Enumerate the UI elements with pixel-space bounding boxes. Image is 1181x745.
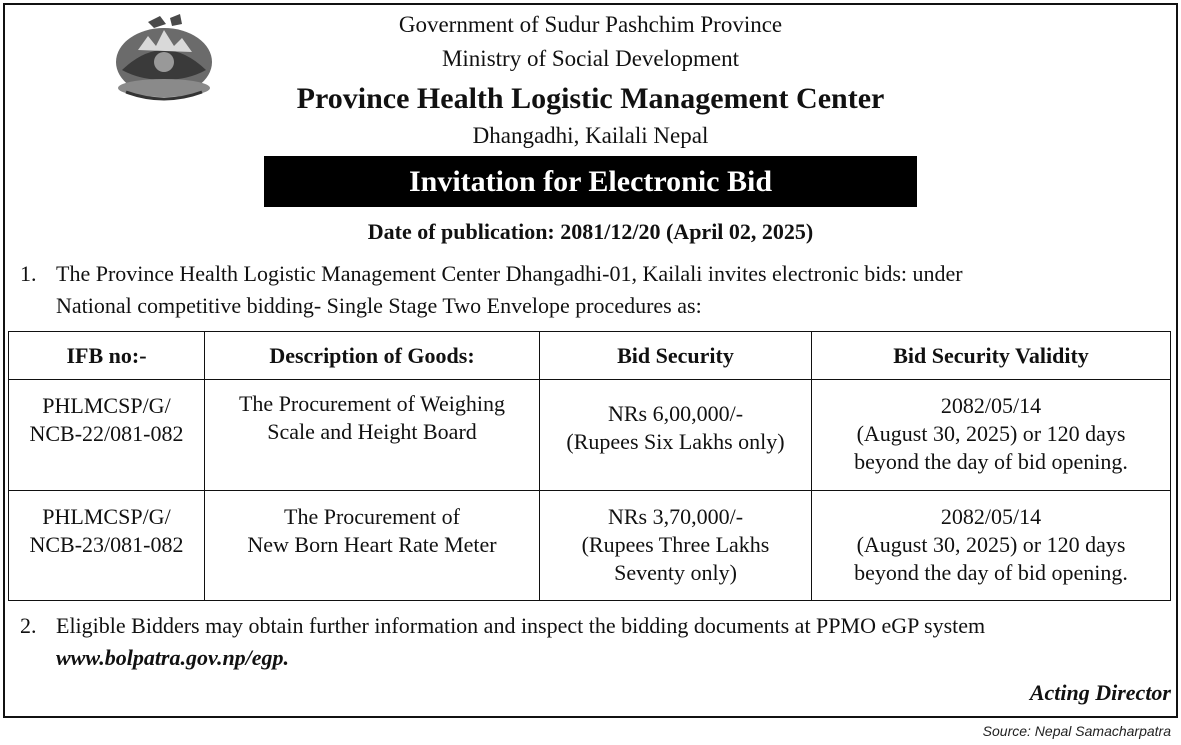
- table-row: [9, 490, 1171, 601]
- bid-table: [8, 331, 1171, 601]
- paragraph-number: 1.: [20, 261, 37, 286]
- column-header-description: Description of Goods:: [205, 332, 540, 380]
- paragraph-1-line-1: The Province Health Logistic Management Center Dhangadhi-01, Kailali invites electronic bids: under: [56, 261, 963, 286]
- signoff-title: Acting Director: [1029, 680, 1171, 705]
- source-credit: Source: Nepal Samacharpatra: [982, 723, 1171, 739]
- publication-date: Date of publication: 2081/12/20 (April 02, 2025): [367, 219, 814, 244]
- security-cell: NRs 6,00,000/- (Rupees Six Lakhs only): [540, 380, 812, 491]
- organization-title: Province Health Logistic Management Center: [296, 82, 885, 115]
- description-cell: The Procurement of New Born Heart Rate Meter: [205, 490, 540, 601]
- column-header-security: Bid Security: [540, 332, 812, 380]
- paragraph-1: [20, 258, 1174, 322]
- ifb-cell: PHLMCSP/G/ NCB-23/081-082: [9, 490, 205, 601]
- paragraph-2: [20, 610, 1174, 674]
- ministry-line: Ministry of Social Development: [441, 46, 740, 71]
- government-line: Government of Sudur Pashchim Province: [398, 12, 783, 37]
- location-line: Dhangadhi, Kailali Nepal: [472, 123, 709, 148]
- validity-cell: 2082/05/14 (August 30, 2025) or 120 days beyond the day of bid opening.: [812, 380, 1171, 491]
- table-row: [9, 380, 1171, 491]
- paragraph-2-text: Eligible Bidders may obtain further information and inspect the bidding documents at PPMO eGP system: [56, 613, 986, 638]
- paragraph-number: 2.: [20, 613, 37, 638]
- paragraph-1-line-2: National competitive bidding- Single Stage Two Envelope procedures as:: [56, 293, 702, 318]
- description-cell: The Procurement of Weighing Scale and Height Board: [205, 380, 540, 491]
- column-header-ifb: IFB no:-: [9, 332, 205, 380]
- table-header-row: [9, 332, 1171, 380]
- notice-title-banner: Invitation for Electronic Bid: [264, 156, 917, 207]
- ifb-cell: PHLMCSP/G/ NCB-22/081-082: [9, 380, 205, 491]
- validity-cell: 2082/05/14 (August 30, 2025) or 120 days beyond the day of bid opening.: [812, 490, 1171, 601]
- security-cell: NRs 3,70,000/- (Rupees Three Lakhs Seventy only): [540, 490, 812, 601]
- column-header-validity: Bid Security Validity: [812, 332, 1171, 380]
- egp-url-link[interactable]: www.bolpatra.gov.np/egp.: [56, 645, 290, 670]
